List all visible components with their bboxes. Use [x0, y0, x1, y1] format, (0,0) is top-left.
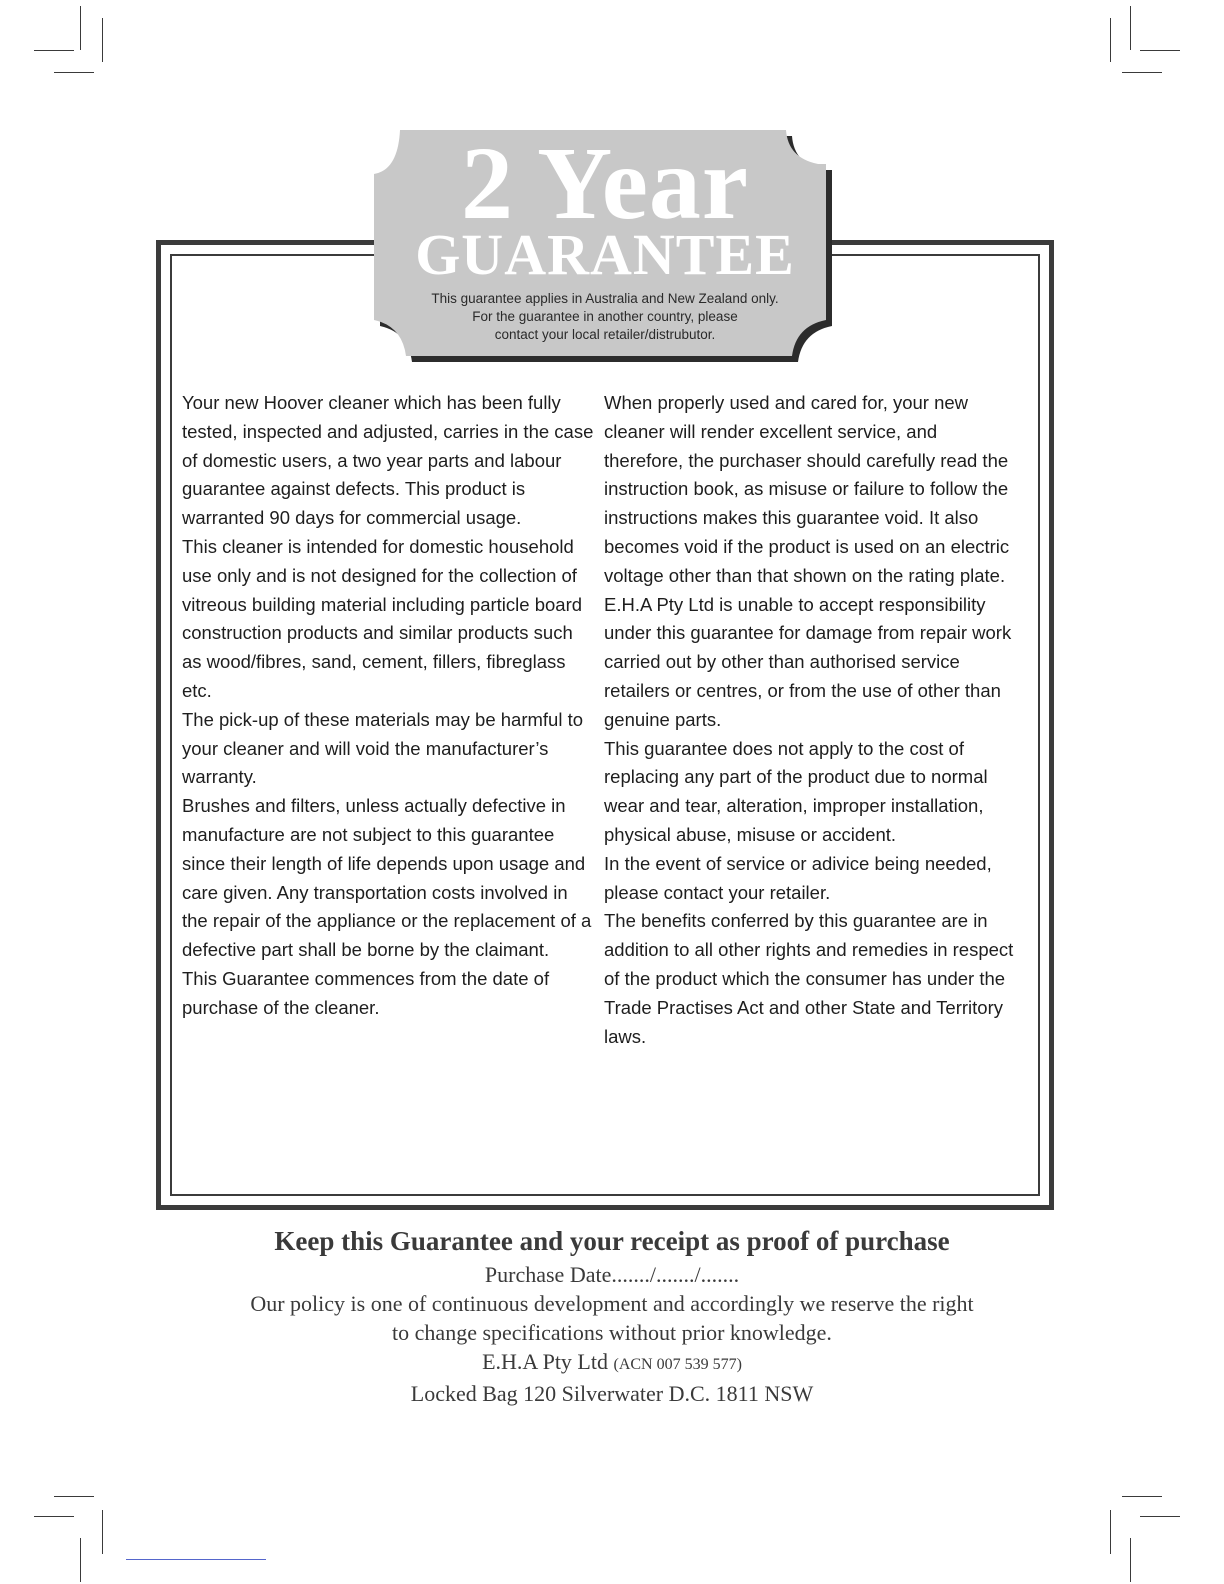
crop-mark — [54, 1496, 94, 1497]
paragraph: Your new Hoover cleaner which has been fully tested, inspected and adjusted, carries in the case of domestic users, a two year parts and labour guarantee against defects. This product is warranted 90 days for commercial usage. — [182, 392, 594, 529]
paragraph: Brushes and filters, unless actually defective in manufacture are not subject to this guarantee since their length of life depends upon usage and care given. Any transportation costs involved in the repair of the appliance or the replacement of a defective part shall be borne by the claimant. — [182, 795, 592, 961]
crop-mark — [54, 72, 94, 73]
crop-mark — [1110, 18, 1111, 62]
company-address: Locked Bag 120 Silverwater D.C. 1811 NSW — [410, 1381, 814, 1406]
paragraph: When properly used and cared for, your new cleaner will render excellent service, and therefore, the purchaser should carefully read the instruction book, as misuse or failure to follow the instructions makes this guarantee void. It also becomes void if the product is used on an electric voltage other than that shown on the rating plate. — [604, 392, 1010, 586]
paragraph: This guarantee does not apply to the cost of replacing any part of the product due to normal wear and tear, alteration, improper installation, physical abuse, misuse or accident. — [604, 737, 988, 845]
crop-mark — [34, 1516, 74, 1517]
crop-mark — [80, 6, 81, 50]
paragraph: The pick-up of these materials may be harmful to your cleaner and will void the manufacturer’s warranty. — [182, 708, 584, 788]
crop-mark — [1122, 1496, 1162, 1497]
guarantee-badge — [372, 126, 838, 362]
page-link-underline — [126, 1559, 266, 1560]
crop-mark — [80, 1538, 81, 1582]
crop-mark — [1122, 72, 1162, 73]
company-line — [120, 1347, 1104, 1379]
badge-guarantee-title: GUARANTEE — [415, 222, 795, 287]
keep-guarantee-heading: Keep this Guarantee and your receipt as proof of purchase — [274, 1226, 950, 1256]
crop-mark — [1140, 50, 1180, 51]
badge-note — [372, 290, 838, 344]
paragraph: In the event of service or adivice being needed, please contact your retailer. — [604, 852, 992, 903]
policy-line: to change specifications without prior knowledge. — [392, 1320, 832, 1345]
company-name: E.H.A Pty Ltd — [482, 1349, 608, 1374]
paragraph: The benefits conferred by this guarantee are in addition to all other rights and remedies in respect of the product which the consumer has under the Trade Practises Act and other State and Territory laws. — [604, 910, 1014, 1047]
paragraph: E.H.A Pty Ltd is unable to accept responsibility under this guarantee for damage from repair work carried out by other than authorised service retailers or centres, or from the use of other than genuine parts. — [604, 593, 1012, 730]
policy-line: Our policy is one of continuous development and accordingly we reserve the right — [250, 1291, 974, 1316]
badge-note-line: This guarantee applies in Australia and New Zealand only. — [431, 291, 779, 306]
purchase-date-line: Purchase Date......./......./....... — [484, 1262, 740, 1287]
company-acn: (ACN 007 539 577) — [613, 1356, 742, 1373]
badge-year: 2 Year — [460, 126, 750, 241]
badge-note-line: For the guarantee in another country, please — [472, 309, 738, 324]
right-column — [604, 389, 1018, 1051]
badge-note-line: contact your local retailer/distrubutor. — [494, 327, 716, 342]
crop-mark — [102, 1510, 103, 1554]
footer — [120, 1222, 1104, 1408]
left-column — [182, 389, 594, 1023]
crop-mark — [34, 50, 74, 51]
crop-mark — [1130, 1538, 1131, 1582]
crop-mark — [1110, 1510, 1111, 1554]
crop-mark — [1130, 6, 1131, 50]
crop-mark — [102, 18, 103, 62]
paragraph: This Guarantee commences from the date of purchase of the cleaner. — [182, 967, 550, 1018]
crop-mark — [1140, 1516, 1180, 1517]
paragraph: This cleaner is intended for domestic household use only and is not designed for the collection of vitreous building material including particle board construction products and similar products such as wood/fibres, sand, cement, fillers, fibreglass etc. — [182, 535, 583, 701]
